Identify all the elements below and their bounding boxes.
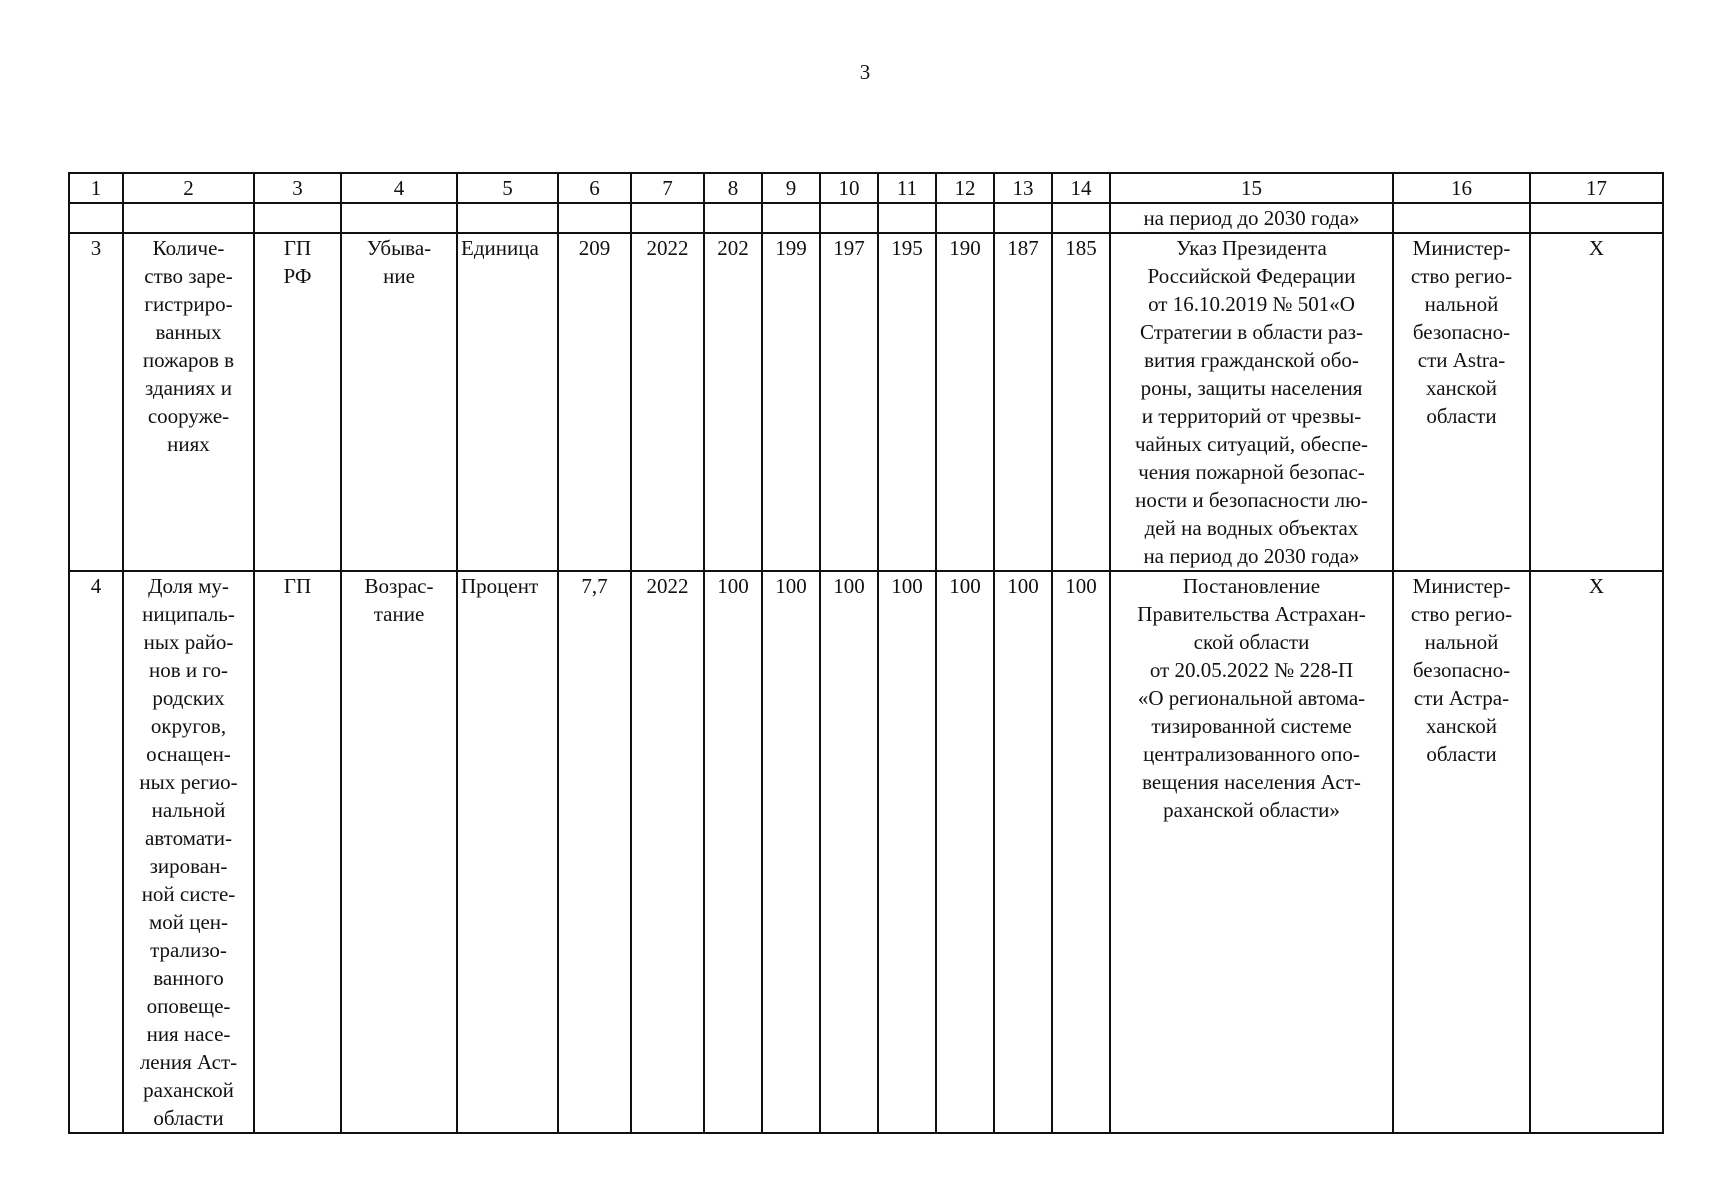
value-cell: 185: [1052, 233, 1110, 571]
header-cell: 4: [341, 173, 457, 203]
document-cell: [1110, 571, 1393, 1133]
empty-cell: [558, 203, 631, 233]
header-cell: 14: [1052, 173, 1110, 203]
empty-cell: [69, 203, 123, 233]
base-value-cell: 7,7: [558, 571, 631, 1133]
header-cell: 1: [69, 173, 123, 203]
header-cell: 15: [1110, 173, 1393, 203]
value-cell: 100: [936, 571, 994, 1133]
trend: Возрас- тание: [364, 574, 434, 626]
empty-cell: [1052, 203, 1110, 233]
indicator-name-cell: [123, 233, 254, 571]
value-cell: 100: [704, 571, 762, 1133]
header-cell: 17: [1530, 173, 1663, 203]
flag-cell: X: [1530, 571, 1663, 1133]
header-cell: 2: [123, 173, 254, 203]
document-text: Указ Президента Российской Федерации от 16.10.2019 № 501«О Стратегии в области раз- вития гражданской обо- роны, защиты населения и территорий от чрезвы- чайных ситуаций, обеспе- чения пожарной безопас- ности и безопасности лю- дей на водных объектах на период до 2030 года»: [1134, 236, 1369, 568]
row-number-cell: 3: [69, 233, 123, 571]
page-number: 3: [859, 60, 871, 84]
empty-cell: [457, 203, 558, 233]
document-text: Постановление Правительства Астрахан- ской области от 20.05.2022 № 228-П «О региональной автома- тизированной системе централизованного опо- вещения населения Аст- раханской области»: [1137, 574, 1366, 822]
responsible-text: Министер- ство регио- нальной безопасно- сти Астра- ханской области: [1410, 574, 1513, 766]
header-cell: 16: [1393, 173, 1530, 203]
responsible-cell: [1393, 233, 1530, 571]
empty-cell: [820, 203, 878, 233]
value-cell: 195: [878, 233, 936, 571]
responsible-cell: [1393, 571, 1530, 1133]
indicator-name-cell: [123, 571, 254, 1133]
empty-cell: [341, 203, 457, 233]
value-cell: 100: [820, 571, 878, 1133]
value-cell: 100: [878, 571, 936, 1133]
table-row: [69, 233, 1663, 571]
value-cell: 190: [936, 233, 994, 571]
trend-cell: [341, 571, 457, 1133]
document-continuation-cell: на период до 2030 года»: [1110, 203, 1393, 233]
empty-cell: [994, 203, 1052, 233]
empty-cell: [762, 203, 820, 233]
header-cell: 11: [878, 173, 936, 203]
header-cell: 7: [631, 173, 704, 203]
indicator-name: Доля му- ниципаль- ных райо- нов и го- родских округов, оснащен- ных регио- нальной автомати- зирован- ной систе- мой цен- трализо- ванного оповеще- ния насе- ления Аст- раханской области: [139, 574, 238, 1130]
level: ГП: [283, 574, 312, 598]
table-row: [69, 571, 1663, 1133]
value-cell: 100: [1052, 571, 1110, 1133]
empty-cell: [631, 203, 704, 233]
header-cell: 13: [994, 173, 1052, 203]
indicators-table: [68, 172, 1664, 1134]
unit-cell: Единица: [457, 233, 558, 571]
trend-cell: [341, 233, 457, 571]
header-cell: 5: [457, 173, 558, 203]
responsible-text: Министер- ство регио- нальной безопасно- сти Astra- ханской области: [1410, 236, 1513, 428]
empty-cell: [1393, 203, 1530, 233]
continuation-row: [69, 203, 1663, 233]
value-cell: 199: [762, 233, 820, 571]
document-cell: [1110, 233, 1393, 571]
level: ГП РФ: [283, 236, 312, 288]
header-cell: 12: [936, 173, 994, 203]
level-cell: [254, 233, 341, 571]
header-cell: 10: [820, 173, 878, 203]
unit-cell: Процент: [457, 571, 558, 1133]
value-cell: 100: [994, 571, 1052, 1133]
row-number-cell: 4: [69, 571, 123, 1133]
empty-cell: [123, 203, 254, 233]
value-cell: 187: [994, 233, 1052, 571]
level-cell: [254, 571, 341, 1133]
flag-cell: X: [1530, 233, 1663, 571]
value-cell: 100: [762, 571, 820, 1133]
base-year-cell: 2022: [631, 233, 704, 571]
empty-cell: [878, 203, 936, 233]
base-year-cell: 2022: [631, 571, 704, 1133]
base-value-cell: 209: [558, 233, 631, 571]
header-cell: 3: [254, 173, 341, 203]
header-cell: 6: [558, 173, 631, 203]
header-cell: 9: [762, 173, 820, 203]
value-cell: 197: [820, 233, 878, 571]
value-cell: 202: [704, 233, 762, 571]
trend: Убыва- ние: [366, 236, 432, 288]
empty-cell: [704, 203, 762, 233]
empty-cell: [1530, 203, 1663, 233]
empty-cell: [936, 203, 994, 233]
header-row: [69, 173, 1663, 203]
header-cell: 8: [704, 173, 762, 203]
indicators-table-wrapper: [68, 172, 1664, 1134]
indicator-name: Количе- ство заре- гистриро- ванных пожаров в зданиях и сооруже- ниях: [142, 236, 235, 456]
empty-cell: [254, 203, 341, 233]
